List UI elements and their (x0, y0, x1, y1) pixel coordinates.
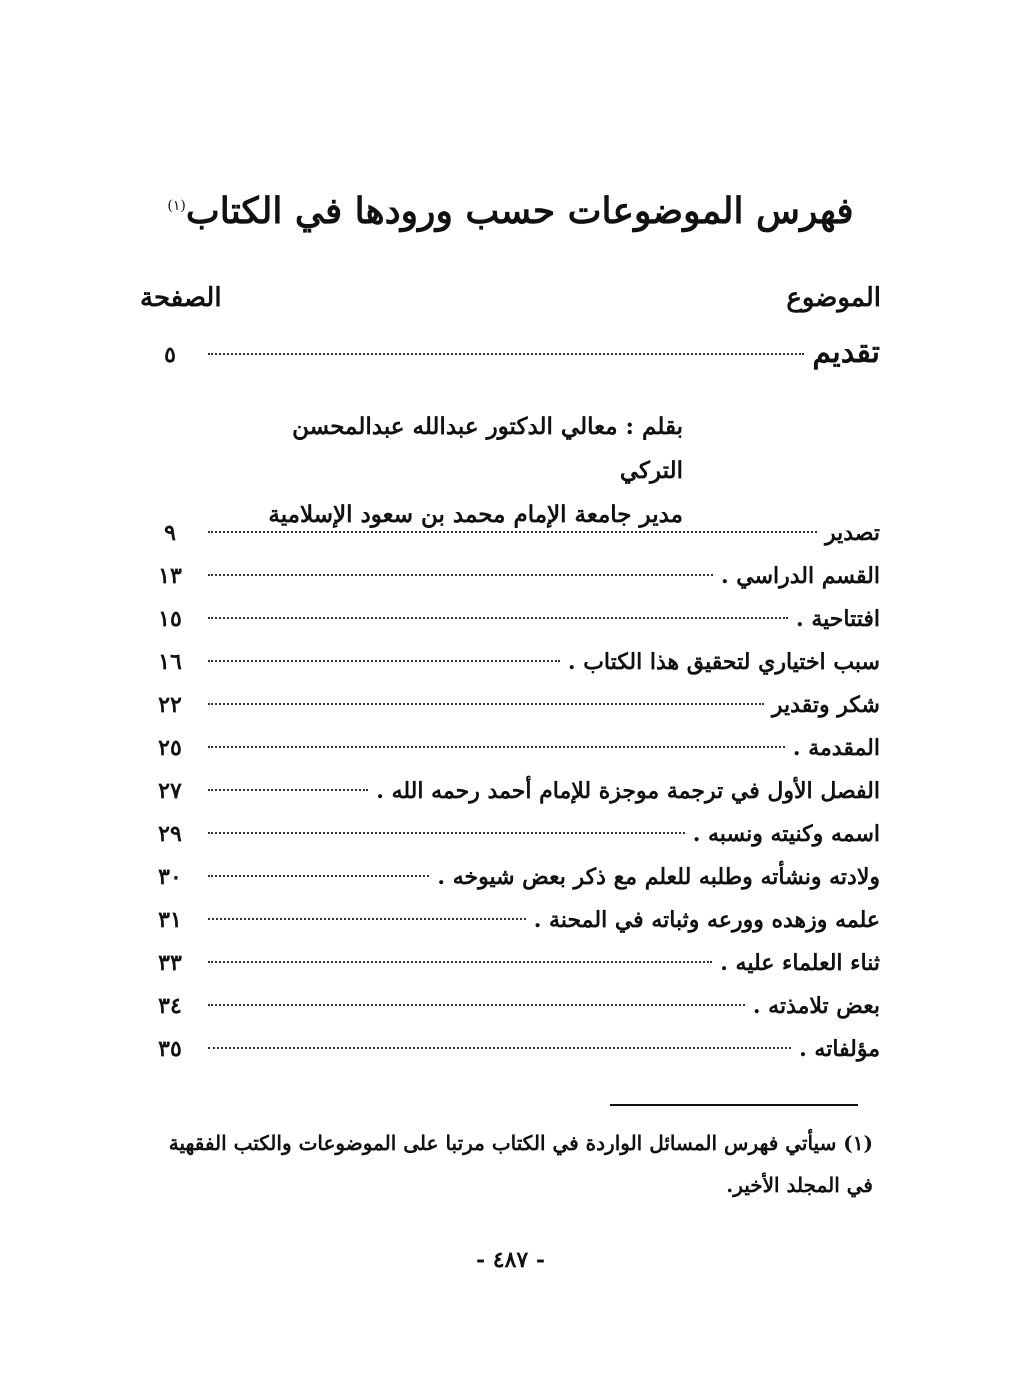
page-number: - ٤٨٧ - (475, 1247, 546, 1273)
footnote: (١) سيأتي فهرس المسائل الواردة في الكتاب مرتبا على الموضوعات والكتب الفقهية في المجلد الأخير. (168, 1131, 873, 1197)
dotted-leader (208, 875, 429, 877)
toc-row (140, 864, 880, 907)
author-block (223, 405, 683, 537)
toc-row-page: ٢٢ (158, 692, 182, 718)
footnote-rule (610, 1104, 858, 1106)
dotted-leader (208, 918, 526, 920)
toc-row-label: شكر وتقدير (771, 692, 880, 718)
toc-row-label: تصدير (824, 520, 880, 546)
toc-row-label: ولادته ونشأته وطلبه للعلم مع ذكر بعض شيوخه . (437, 864, 880, 890)
toc-row-label: المقدمة . (792, 735, 880, 761)
toc-row-page: ١٦ (158, 649, 182, 675)
toc-row-page: ٣١ (158, 907, 182, 933)
dotted-leader (208, 832, 685, 834)
page-title (0, 190, 1021, 232)
toc-row-page: ١٣ (158, 563, 182, 589)
toc-row-label: القسم الدراسي . (720, 563, 880, 589)
toc-list (140, 520, 880, 1079)
toc-row (140, 649, 880, 692)
toc-row (140, 335, 880, 378)
author-line-2: مدير جامعة الإمام محمد بن سعود الإسلامية (268, 501, 683, 528)
dotted-leader (208, 703, 764, 705)
title-text: فهرس الموضوعات حسب ورودها في الكتاب (185, 190, 854, 232)
toc-row-page: ١٥ (158, 606, 182, 632)
dotted-leader (208, 1047, 791, 1049)
toc-row-label: علمه وزهده وورعه وثباته في المحنة . (533, 907, 880, 933)
dotted-leader (208, 353, 804, 355)
toc-row (140, 563, 880, 606)
toc-row (140, 606, 880, 649)
toc-row-page: ٣٤ (158, 993, 182, 1019)
toc-row-label: اسمه وكنيته ونسبه . (692, 821, 880, 847)
toc-row-label: ثناء العلماء عليه . (720, 950, 880, 976)
toc-row (140, 950, 880, 993)
toc-row-label: تقديم (812, 335, 880, 370)
toc-row-label: سبب اختياري لتحقيق هذا الكتاب . (567, 649, 880, 675)
dotted-leader (208, 660, 560, 662)
toc-row-label: بعض تلامذته . (752, 993, 880, 1019)
title-footnote-mark: (١) (167, 198, 186, 214)
toc-row-page: ٥ (164, 342, 176, 368)
toc-row (140, 993, 880, 1036)
topic-column-header: الموضوع (786, 283, 881, 313)
toc-row-page: ٣٠ (158, 864, 182, 890)
toc-row (140, 1036, 880, 1079)
toc-row (140, 821, 880, 864)
dotted-leader (208, 746, 785, 748)
toc-row (140, 692, 880, 735)
toc-row-page: ٣٣ (158, 950, 182, 976)
toc-row-page: ٢٧ (158, 778, 182, 804)
dotted-leader (208, 574, 713, 576)
toc-row (140, 907, 880, 950)
dotted-leader (208, 789, 368, 791)
toc-row-page: ٢٩ (158, 821, 182, 847)
dotted-leader (208, 961, 712, 963)
dotted-leader (208, 1004, 745, 1006)
toc-row (140, 735, 880, 778)
toc-row-label: الفصل الأول في ترجمة موجزة للإمام أحمد رحمه الله . (376, 778, 880, 804)
page-column-header: الصفحة (140, 283, 222, 313)
dotted-leader (208, 531, 817, 533)
toc-row-label: افتتاحية . (796, 606, 880, 632)
toc-row (140, 778, 880, 821)
toc-row-page: ٩ (164, 520, 176, 546)
author-line-1: بقلم : معالي الدكتور عبدالله عبدالمحسن التركي (292, 413, 683, 484)
toc-row-page: ٢٥ (158, 735, 182, 761)
toc-row-page: ٣٥ (158, 1036, 182, 1062)
toc-row (140, 520, 880, 563)
intro-entry (140, 335, 880, 378)
toc-row-label: مؤلفاته . (799, 1036, 880, 1062)
dotted-leader (208, 617, 788, 619)
